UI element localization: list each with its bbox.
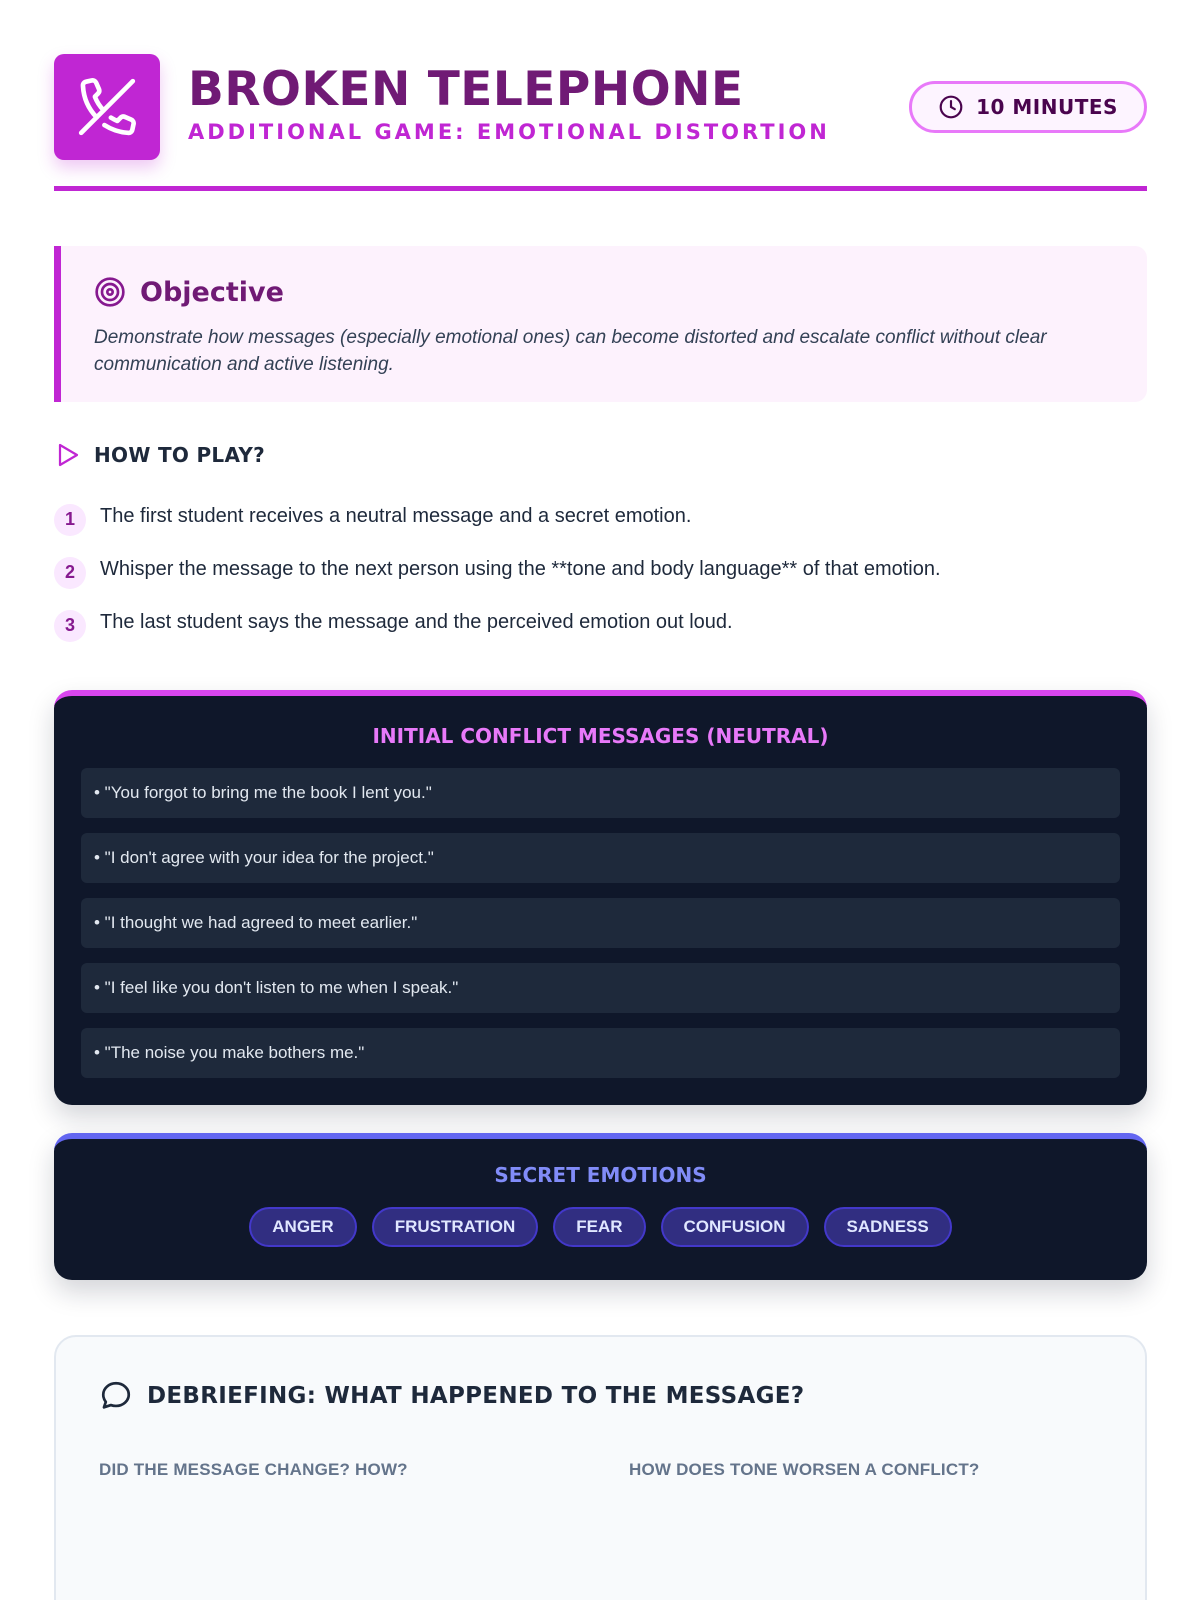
- list-item: [54, 596, 1147, 649]
- emotion-chip: ANGER: [249, 1207, 356, 1247]
- debrief-question: DID THE MESSAGE CHANGE? HOW?: [99, 1460, 408, 1479]
- how-to-play-title: HOW TO PLAY?: [94, 443, 266, 467]
- list-item: • "I feel like you don't listen to me when I speak.": [81, 963, 1120, 1013]
- step-number: 2: [54, 557, 86, 589]
- duration-label: 10 MINUTES: [976, 95, 1118, 119]
- logo: [54, 54, 160, 160]
- how-to-play-heading: [56, 442, 265, 468]
- step-text: Whisper the message to the next person using the **tone and body language** of that emotion.: [100, 558, 941, 580]
- step-text: The last student says the message and the perceived emotion out loud.: [100, 611, 733, 633]
- emotion-chip: FEAR: [553, 1207, 645, 1247]
- objective-heading: [94, 276, 284, 308]
- list-item: [54, 543, 1147, 596]
- emotion-chips: [54, 1207, 1147, 1247]
- header: [54, 54, 1147, 160]
- list-item: • "I don't agree with your idea for the project.": [81, 833, 1120, 883]
- objective-text: Demonstrate how messages (especially emotional ones) can become distorted and escalate conflict without clear communication and active listening.: [94, 327, 1047, 375]
- debrief-question: HOW DOES TONE WORSEN A CONFLICT?: [629, 1460, 980, 1479]
- list-item: • "The noise you make bothers me.": [81, 1028, 1120, 1078]
- header-divider: [54, 186, 1147, 191]
- step-number: 1: [54, 504, 86, 536]
- target-icon: [94, 276, 126, 308]
- emotions-title: SECRET EMOTIONS: [494, 1163, 707, 1187]
- play-icon: [56, 442, 80, 468]
- duration-badge: [909, 81, 1147, 133]
- page-subtitle: ADDITIONAL GAME: EMOTIONAL DISTORTION: [188, 120, 830, 144]
- debrief-heading: [99, 1379, 804, 1413]
- messages-card: [54, 690, 1147, 1105]
- step-number: 3: [54, 610, 86, 642]
- page-title: BROKEN TELEPHONE: [188, 62, 744, 117]
- chat-bubble-icon: [99, 1379, 133, 1413]
- emotion-chip: CONFUSION: [661, 1207, 809, 1247]
- list-item: [54, 490, 1147, 543]
- objective-box: [54, 246, 1147, 402]
- list-item: • "I thought we had agreed to meet earlier.": [81, 898, 1120, 948]
- emotions-card: [54, 1133, 1147, 1280]
- debrief-card: [54, 1335, 1147, 1600]
- clock-icon: [938, 94, 964, 120]
- phone-off-icon: [76, 76, 138, 138]
- step-text: The first student receives a neutral message and a secret emotion.: [100, 505, 692, 527]
- emotion-chip: FRUSTRATION: [372, 1207, 539, 1247]
- messages-title: INITIAL CONFLICT MESSAGES (NEUTRAL): [372, 724, 829, 748]
- objective-title: Objective: [140, 276, 284, 308]
- messages-list: [81, 768, 1120, 1093]
- emotion-chip: SADNESS: [824, 1207, 952, 1247]
- steps-list: [54, 490, 1147, 649]
- debrief-title: DEBRIEFING: WHAT HAPPENED TO THE MESSAGE?: [147, 1383, 805, 1409]
- list-item: • "You forgot to bring me the book I lent you.": [81, 768, 1120, 818]
